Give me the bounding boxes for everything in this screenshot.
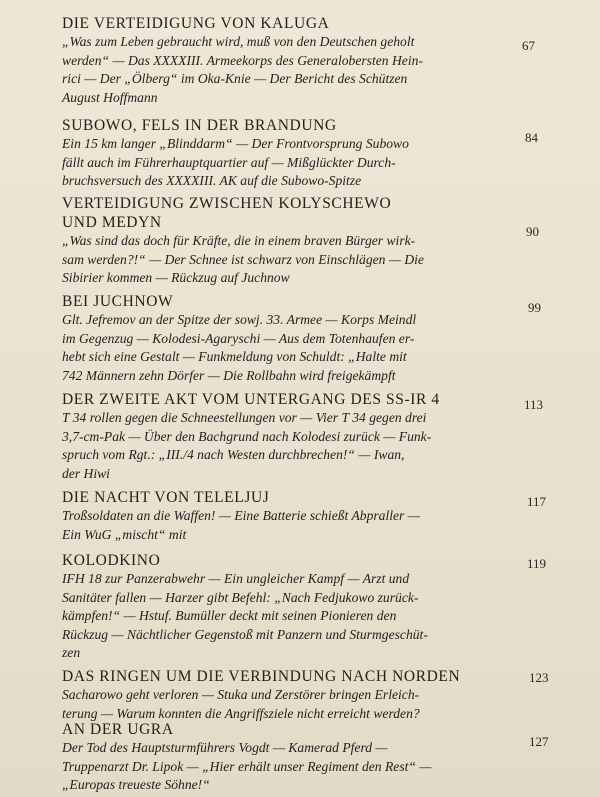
entry-title: SUBOWO, FELS IN DER BRANDUNG: [62, 117, 337, 134]
toc-entry-ss-ir-4: [62, 390, 592, 483]
entry-title: AN DER UGRA: [62, 721, 174, 738]
toc-entry-subowo: [62, 116, 592, 191]
description-line: T 34 rollen gegen die Schneestellungen vor — Vier T 34 gegen drei: [62, 410, 427, 425]
page-number: 119: [527, 556, 547, 571]
entry-title: DIE NACHT VON TELELJUJ: [62, 489, 270, 506]
entry-description: [62, 409, 492, 483]
description-line: der Hiwi: [62, 465, 110, 481]
description-line: 3,7-cm-Pak — Über den Bachgrund nach Kolodesi zurück — Funk-: [62, 428, 432, 444]
page-number: 99: [528, 300, 541, 315]
page-number: 123: [529, 670, 549, 685]
description-line: Sacharowo geht verloren — Stuka und Zerstörer bringen Erleich-: [62, 687, 420, 702]
entry-title: KOLODKINO: [62, 552, 161, 569]
description-line: Ein WuG „mischt“ mit: [62, 526, 187, 542]
page-number: 117: [527, 494, 547, 509]
description-line: Sanitäter fallen — Harzer gibt Befehl: „Nach Fedjukowo zurück-: [62, 589, 419, 605]
description-line: spruch vom Rgt.: „III./4 nach Westen durchbrechen!“ — Iwan,: [62, 447, 405, 463]
description-line: Glt. Jefremov an der Spitze der sowj. 33. Armee — Korps Meindl: [62, 312, 417, 327]
description-line: terung — Warum konnten die Angriffsziele nicht erreicht werden?: [62, 705, 420, 721]
entry-description: [62, 507, 492, 544]
entry-title: VERTEIDIGUNG ZWISCHEN KOLYSCHEWO: [62, 195, 392, 212]
description-line: „Was zum Leben gebraucht wird, muß von den Deutschen geholt: [62, 34, 415, 49]
page-number: 90: [526, 224, 539, 239]
toc-entry-juchnow: [62, 292, 592, 385]
description-line: „Europas treueste Söhne!“: [62, 777, 210, 793]
toc-entry-norden: [62, 667, 592, 723]
entry-title: DIE VERTEIDIGUNG VON KALUGA: [62, 15, 330, 32]
entry-description: [62, 570, 492, 663]
description-line: August Hoffmann: [62, 89, 158, 105]
description-line: fällt auch im Führerhauptquartier auf — Mißglückter Durch-: [62, 154, 396, 170]
entry-description: [62, 739, 492, 795]
description-line: Truppenarzt Dr. Lipok — „Hier erhält unser Regiment den Rest“ —: [62, 758, 432, 774]
entry-title: BEI JUCHNOW: [62, 293, 174, 310]
entry-title: DAS RINGEN UM DIE VERBINDUNG NACH NORDEN: [62, 668, 461, 685]
description-line: Der Tod des Hauptsturmführers Vogdt — Kamerad Pferd —: [62, 740, 388, 755]
description-line: Sibirier kommen — Rückzug auf Juchnow: [62, 270, 290, 286]
description-line: „Was sind das doch für Kräfte, die in einem braven Bürger wirk-: [62, 233, 416, 248]
description-line: Ein 15 km langer „Blinddarm“ — Der Frontvorsprung Subowo: [62, 136, 409, 151]
description-line: Troßsoldaten an die Waffen! — Eine Batterie schießt Abpraller —: [62, 508, 420, 523]
description-line: 742 Männern zehn Dörfer — Die Rollbahn wird freigekämpft: [62, 367, 396, 383]
toc-entry-kolodkino: [62, 551, 592, 663]
description-line: IFH 18 zur Panzerabwehr — Ein ungleicher Kampf — Arzt und: [62, 571, 410, 586]
description-line: werden“ — Das XXXXIII. Armeekorps des Generalobersten Hein-: [62, 52, 423, 68]
toc-entry-ugra: [62, 720, 592, 795]
page-number: 84: [525, 130, 538, 145]
page-number: 127: [529, 734, 549, 749]
entry-description: [62, 232, 492, 288]
page-number: 67: [522, 38, 535, 53]
entry-title-continued: UND MEDYN: [62, 214, 162, 231]
description-line: bruchsversuch des XXXXIII. AK auf die Subowo-Spitze: [62, 173, 362, 189]
description-line: im Gegenzug — Kolodesi-Agaryschi — Aus dem Totenhaufen er-: [62, 330, 415, 346]
entry-title: DER ZWEITE AKT VOM UNTERGANG DES SS-IR 4: [62, 391, 440, 408]
description-line: kämpfen!“ — Hstuf. Bumüller deckt mit seinen Pionieren den: [62, 608, 397, 624]
toc-entry-kolyschewo: [62, 194, 592, 288]
entry-description: [62, 686, 492, 723]
toc-entry-kaluga: [62, 14, 592, 107]
page-number: 113: [524, 397, 544, 412]
toc-entry-teleljuj: [62, 488, 592, 544]
entry-description: [62, 311, 492, 385]
description-line: rici — Der „Ölberg“ im Oka-Knie — Der Bericht des Schützen: [62, 71, 408, 87]
description-line: hebt sich eine Gestalt — Funkmeldung von Schuldt: „Halte mit: [62, 349, 407, 365]
entry-description: [62, 135, 492, 191]
description-line: sam werden?!“ — Der Schnee ist schwarz von Einschlägen — Die: [62, 251, 424, 267]
description-line: zen: [62, 645, 81, 661]
description-line: Rückzug — Nächtlicher Gegenstoß mit Panzern und Sturmgeschüt-: [62, 626, 428, 642]
entry-description: [62, 33, 492, 107]
